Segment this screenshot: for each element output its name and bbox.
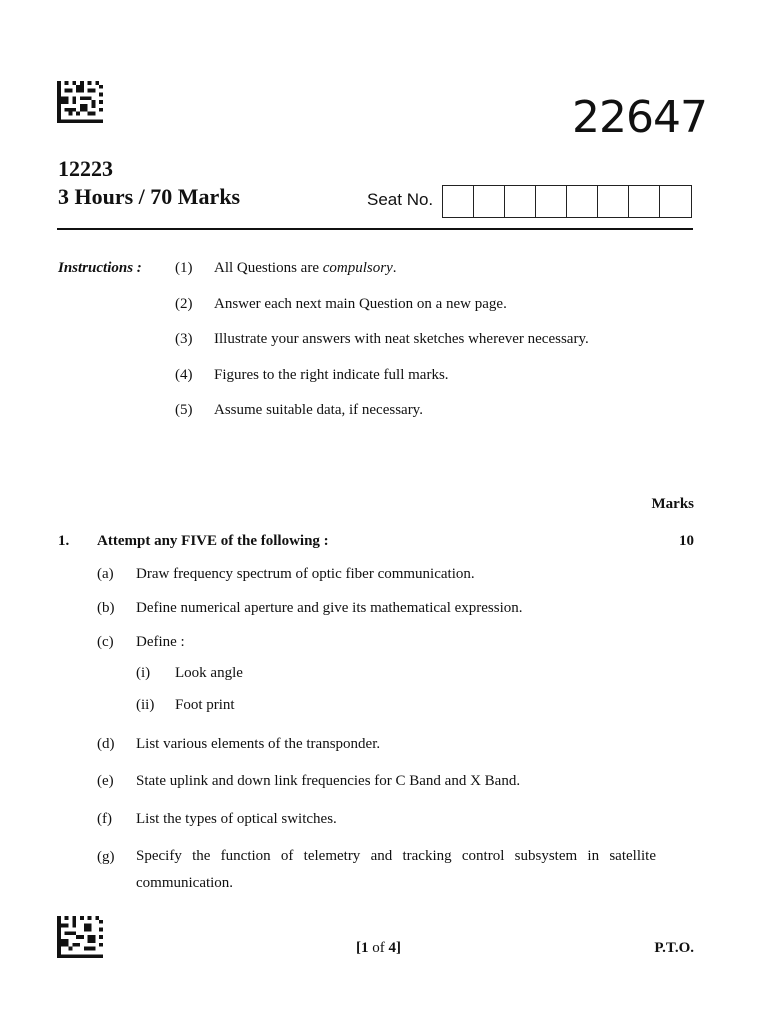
sub-question-text: List various elements of the transponder. (136, 736, 381, 752)
paper-code: 22647 (572, 92, 707, 143)
instruction-text: Illustrate your answers with neat sketches wherever necessary. (214, 331, 589, 347)
sub-question-label: (c) (97, 634, 114, 650)
sub-question-text: State uplink and down link frequencies for C Band and X Band. (136, 773, 521, 789)
sub-question-text: Specify the function of telemetry and tracking control subsystem in satellite communication. (136, 848, 656, 891)
sub-question-label: (b) (97, 600, 115, 616)
instruction-text: Figures to the right indicate full marks. (214, 367, 449, 383)
question-marks: 10 (679, 533, 694, 549)
seat-box[interactable] (474, 186, 505, 217)
sub-question-text: Draw frequency spectrum of optic fiber communication. (136, 566, 475, 582)
datamatrix-code-bottom (57, 915, 103, 959)
seat-box[interactable] (443, 186, 474, 217)
instructions-heading: Instructions : (58, 260, 142, 276)
page-indicator: [1 of 4] (356, 940, 401, 956)
instruction-number: (2) (175, 296, 193, 312)
sub-sub-question-text: Foot print (175, 697, 235, 713)
seat-box[interactable] (629, 186, 660, 217)
instruction-text: All Questions are compulsory. (214, 260, 397, 276)
sub-question-text: List the types of optical switches. (136, 811, 337, 827)
pto-label: P.T.O. (654, 940, 694, 956)
sub-sub-question-label: (i) (136, 665, 151, 681)
sub-question-text: Define numerical aperture and give its mathematical expression. (136, 600, 523, 616)
instruction-text: Assume suitable data, if necessary. (214, 402, 423, 418)
sub-question-text: Define : (136, 634, 185, 650)
seat-box[interactable] (598, 186, 629, 217)
instruction-number: (1) (175, 260, 193, 276)
sub-question-label: (d) (97, 736, 115, 752)
instruction-number: (4) (175, 367, 193, 383)
question-title: Attempt any FIVE of the following : (97, 533, 329, 549)
seat-number-boxes[interactable] (442, 185, 692, 218)
duration-marks: 3 Hours / 70 Marks (58, 184, 241, 209)
sub-question-label: (g) (97, 849, 115, 865)
sub-sub-question-text: Look angle (175, 665, 243, 681)
marks-column-heading: Marks (651, 496, 694, 512)
subject-code: 12223 (58, 156, 113, 181)
seat-box[interactable] (660, 186, 691, 217)
instruction-text: Answer each next main Question on a new page. (214, 296, 507, 312)
datamatrix-code-top (57, 80, 103, 124)
sub-question-label: (f) (97, 811, 112, 827)
question-number: 1. (58, 533, 70, 549)
seat-box[interactable] (505, 186, 536, 217)
seat-box[interactable] (567, 186, 598, 217)
instruction-number: (3) (175, 331, 193, 347)
sub-question-label: (a) (97, 566, 114, 582)
instruction-number: (5) (175, 402, 193, 418)
header-divider (57, 228, 693, 230)
sub-question-label: (e) (97, 773, 114, 789)
sub-sub-question-label: (ii) (136, 697, 155, 713)
seat-number-label: Seat No. (367, 190, 434, 209)
seat-box[interactable] (536, 186, 567, 217)
